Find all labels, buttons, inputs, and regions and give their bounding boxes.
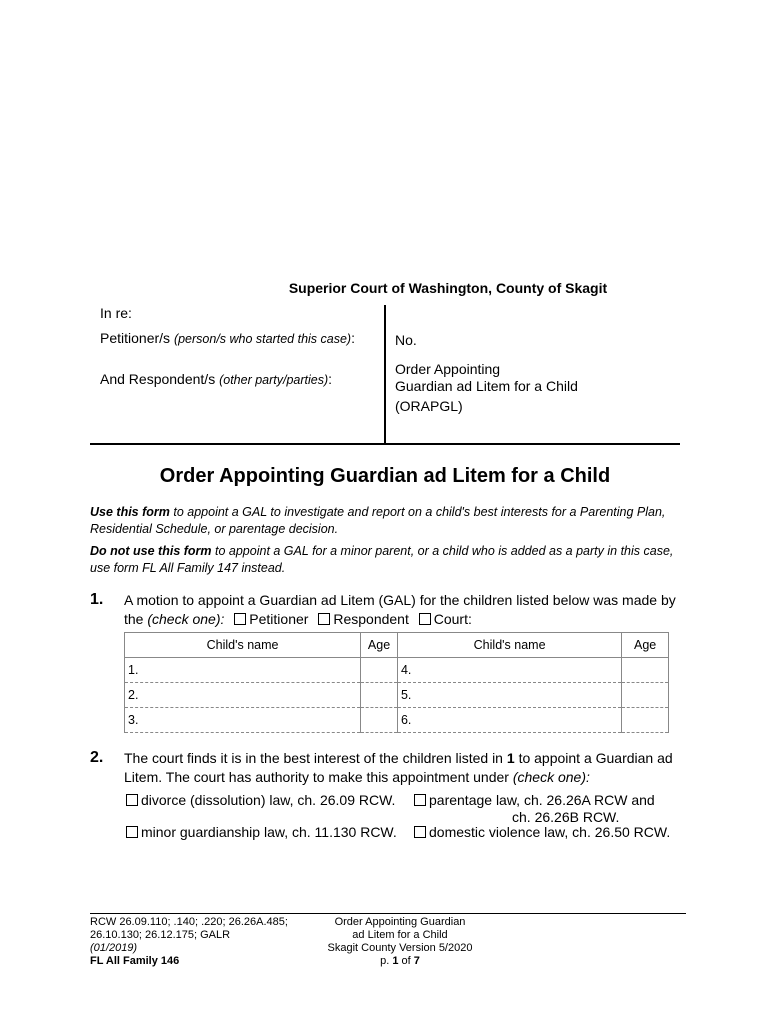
child-age-cell[interactable] <box>622 658 669 683</box>
section-2-ref: 1 <box>506 750 515 766</box>
footer-rcw-line-1: RCW 26.09.110; .140; .220; 26.26A.485; <box>90 916 288 928</box>
footer-title-line-2: ad Litem for a Child <box>352 929 448 941</box>
in-re-label: In re: <box>100 305 132 321</box>
minor-guardianship-option <box>120 824 397 841</box>
the-word: the <box>124 611 144 627</box>
caption-bottom-rule <box>90 443 680 445</box>
section-1-sentence: A motion to appoint a Guardian ad Litem (GAL) for the children listed below was made by <box>124 592 676 608</box>
page-prefix: p. <box>380 955 390 967</box>
page-number <box>300 955 500 968</box>
section-2-text-b: to appoint a Guardian ad <box>518 750 673 766</box>
section-1-number: 1. <box>90 591 104 608</box>
order-code: (ORAPGL) <box>395 398 463 414</box>
check-one-hint: (check one): <box>512 769 590 785</box>
section-2-text-a: The court finds it is in the best interest of the children listed in <box>124 750 503 766</box>
section-2-text <box>124 749 684 787</box>
check-one-hint: (check one): <box>147 611 225 627</box>
child-name-cell[interactable]: 6. <box>397 708 621 733</box>
table-row <box>125 683 669 708</box>
child-name-cell[interactable]: 2. <box>125 683 361 708</box>
respondent-caption: And Respondent/s (other party/parties): <box>100 371 333 387</box>
footer-rule <box>90 913 686 914</box>
parentage-option-label: parentage law, ch. 26.26A RCW and <box>429 792 655 808</box>
child-name-cell[interactable]: 4. <box>397 658 621 683</box>
respondent-hint: (other party/parties) <box>219 373 329 387</box>
respondent-checkbox[interactable] <box>318 613 330 625</box>
court-checkbox[interactable] <box>419 613 431 625</box>
court-title: Superior Court of Washington, County of Skagit <box>288 280 608 296</box>
minor-guardianship-option-label: minor guardianship law, ch. 11.130 RCW. <box>141 824 397 840</box>
page-title: Order Appointing Guardian ad Litem for a Child <box>159 465 611 487</box>
footer-form-title <box>300 916 500 968</box>
table-row <box>125 658 669 683</box>
children-table <box>124 632 669 733</box>
footer-date: (01/2019) <box>90 942 138 954</box>
child-age-cell[interactable] <box>361 683 398 708</box>
page-total: 7 <box>413 955 420 967</box>
domestic-violence-checkbox[interactable] <box>414 826 426 838</box>
childs-name-header: Child's name <box>125 633 361 658</box>
parentage-checkbox[interactable] <box>414 794 426 806</box>
donot-instruction-text: to appoint a GAL for a minor parent, or a child who is added as a party in this case, use form FL All Family 147 instead. <box>90 544 674 575</box>
divorce-checkbox[interactable] <box>126 794 138 806</box>
section-1-text <box>124 591 684 629</box>
domestic-violence-option <box>408 824 670 841</box>
child-name-cell[interactable]: 5. <box>397 683 621 708</box>
footer-rcw-line-2: 26.10.130; 26.12.175; GALR <box>90 929 231 941</box>
section-2-line-1 <box>124 749 684 768</box>
footer-title-line-1: Order Appointing Guardian <box>334 916 466 928</box>
footer-citations <box>90 916 288 968</box>
use-instruction <box>90 504 680 538</box>
section-2-line-2 <box>124 768 684 787</box>
case-number-label: No. <box>395 332 417 348</box>
order-title-line-2: Guardian ad Litem for a Child <box>395 378 578 394</box>
petitioner-option-label: Petitioner <box>249 611 309 627</box>
page-current: 1 <box>392 955 399 967</box>
parentage-option-line-2: ch. 26.26B RCW. <box>512 809 620 825</box>
page-of: of <box>401 955 411 967</box>
donot-instruction <box>90 543 680 577</box>
child-name-cell[interactable]: 3. <box>125 708 361 733</box>
divorce-option-label: divorce (dissolution) law, ch. 26.09 RCW. <box>141 792 396 808</box>
use-instruction-bold: Use this form <box>90 505 170 519</box>
use-instruction-text: to appoint a GAL to investigate and report on a child's best interests for a Parenting Plan, Residential Schedule, or parentage decision. <box>90 505 666 536</box>
court-option-label: Court: <box>433 611 472 627</box>
child-age-cell[interactable] <box>361 708 398 733</box>
section-2-number: 2. <box>90 749 104 766</box>
respondent-label: And Respondent/s <box>100 371 216 387</box>
age-header: Age <box>361 633 398 658</box>
caption-divider <box>384 305 386 444</box>
child-name-cell[interactable]: 1. <box>125 658 361 683</box>
order-title-line-1: Order Appointing <box>395 361 501 377</box>
children-table-header <box>125 633 669 658</box>
respondent-option-label: Respondent <box>333 611 409 627</box>
parentage-option <box>408 792 655 809</box>
child-age-cell[interactable] <box>622 683 669 708</box>
petitioner-checkbox[interactable] <box>234 613 246 625</box>
petitioner-label: Petitioner/s <box>100 330 171 346</box>
age-header: Age <box>622 633 669 658</box>
donot-instruction-bold: Do not use this form <box>90 544 212 558</box>
table-row <box>125 708 669 733</box>
domestic-violence-option-label: domestic violence law, ch. 26.50 RCW. <box>429 824 671 840</box>
section-1-options <box>124 610 684 629</box>
footer-version: Skagit County Version 5/2020 <box>327 942 473 954</box>
divorce-option <box>120 792 395 809</box>
footer-form-id: FL All Family 146 <box>90 955 180 967</box>
childs-name-header: Child's name <box>397 633 621 658</box>
petitioner-hint: (person/s who started this case) <box>173 332 352 346</box>
section-2-text-c: Litem. The court has authority to make this appointment under <box>124 769 509 785</box>
child-age-cell[interactable] <box>622 708 669 733</box>
petitioner-caption: Petitioner/s (person/s who started this case): <box>100 330 355 346</box>
minor-guardianship-checkbox[interactable] <box>126 826 138 838</box>
child-age-cell[interactable] <box>361 658 398 683</box>
